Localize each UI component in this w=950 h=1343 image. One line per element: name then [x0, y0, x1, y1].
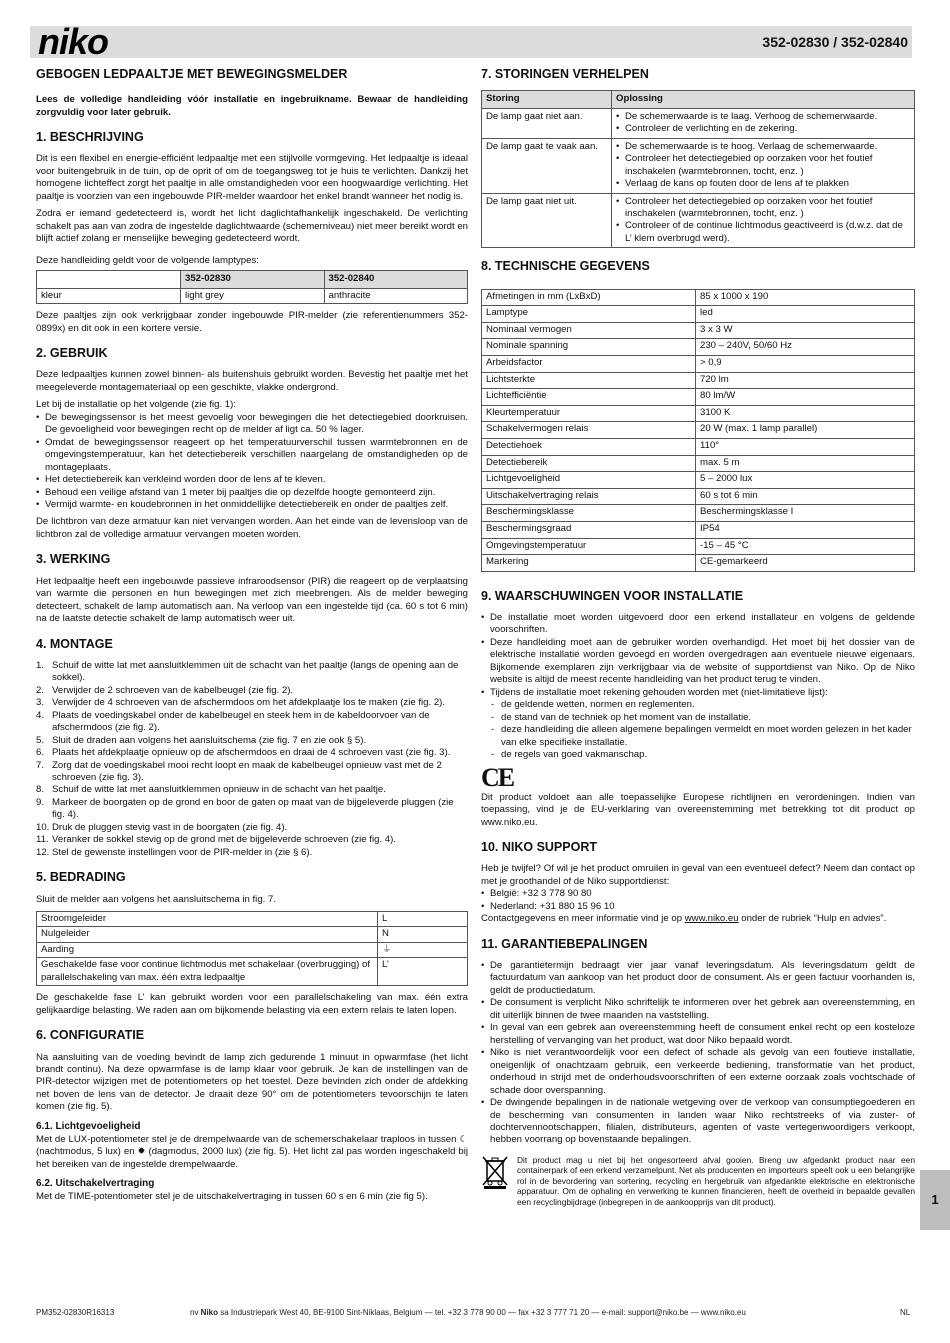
table-cell: Schakelvermogen relais [482, 422, 696, 439]
table-cell: Afmetingen in mm (LxBxD) [482, 289, 696, 306]
list-item: 11. Veranker de sokkel stevig op de grond met de bijgeleverde schroeven (zie fig. 4). [36, 834, 396, 846]
table-cell: De lamp gaat te vaak aan. [482, 138, 612, 193]
list-item: • Vermijd warmte- en koudebronnen in het onmiddellijke detectiebereik en onder de paaltjes zelf. [36, 499, 468, 511]
list-item: • Controleer of de continue lichtmodus geactiveerd is (d.w.z. dat de L’ klem overbrugd werd). [616, 220, 910, 245]
list-item: 2. Verwijder de 2 schroeven van de kabelbeugel (zie fig. 2). [36, 684, 294, 696]
list-item: • De installatie moet worden uitgevoerd door een erkend installateur en volgens de geldende voorschriften. [481, 612, 915, 637]
list-item: 3. Verwijder de 4 schroeven van de afschermdoos om het afdekplaatje los te maken (zie fig. 2). [36, 697, 446, 709]
list-item: • Verlaag de kans op fouten door de lens af te plakken [616, 178, 910, 190]
table-cell: IP54 [696, 521, 915, 538]
table-cell: L’ [378, 958, 468, 986]
table-header-cell: 352-02830 [181, 271, 325, 288]
list-item: • Behoud een veilige afstand van 1 meter bij paaltjes die op dezelfde hoogte gemonteerd zijn. [36, 487, 468, 499]
footer-language: NL [900, 1308, 911, 1317]
list-item: 7. Zorg dat de voedingskabel mooi recht loopt en maak de kabelbeugel opnieuw vast met de 2 schroeven (zie fig. 3). [36, 759, 442, 783]
table-header-cell: 352-02840 [324, 271, 468, 288]
table-cell: Nulgeleider [37, 927, 378, 942]
table-cell: anthracite [324, 288, 468, 303]
list-item: 1. Schuif de witte lat met aansluitklemmen uit de schacht van het paaltje (langs de opening aan de sokkel). [36, 659, 459, 684]
table-cell: Markering [482, 555, 696, 572]
list-item: • Nederland: +31 880 15 96 10 [481, 901, 915, 913]
table-cell: Nominaal vermogen [482, 322, 696, 339]
section-heading: 5. BEDRADING [36, 870, 126, 885]
table-cell: Uitschakelvertraging relais [482, 488, 696, 505]
list-item: - de regels van goed vakmanschap. [489, 749, 915, 761]
section-heading: 3. WERKING [36, 552, 111, 567]
table-cell [612, 108, 915, 138]
section-heading: 6. CONFIGURATIE [36, 1028, 145, 1043]
table-cell: Stroomgeleider [37, 912, 378, 927]
list-item: 8. Schuif de witte lat met aansluitklemmen opnieuw in de schacht van het paaltje. [36, 784, 386, 796]
list-item: • De garantietermijn bedraagt vier jaar vanaf leveringsdatum. Als leveringsdatum geldt de factuurdatum van aankoop van het product door de consument. Als er geen factuur voorhanden is, geldt de productiedatum. [481, 960, 915, 997]
weee-text: Dit product mag u niet bij het ongesorteerd afval gooien. Breng uw afgedankt product naar een containerpark of een erkend verzamelpunt. Net als producenten en importeurs speelt ook u een belangrijke rol in de bevordering van sortering, recycling en hergebruik van afgedankte elektrische en elektronische apparatuur. Om de ophaling en verwerking te kunnen financieren, heeft de overheid in bepaalde gevallen een recyclingbijdrage (inbegrepen in de aankoopprijs van dit product). [517, 1154, 915, 1207]
table-cell: Beschermingsklasse [482, 505, 696, 522]
list-item: 9. Markeer de boorgaten op de grond en boor de gaten op maat van de bijgeleverde pluggen (zie fig. 4). [36, 796, 454, 821]
list-item: • De schemerwaarde is te hoog. Verlaag de schemerwaarde. [616, 141, 910, 153]
table-cell: Nominale spanning [482, 339, 696, 356]
list-item: • De consument is verplicht Niko schriftelijk te informeren over het gebrek aan overeenstemming, en dit uiterlijk binnen de twee maanden na vaststelling. [481, 997, 915, 1022]
table-cell: Lamptype [482, 306, 696, 323]
table-cell: kleur [37, 288, 181, 303]
table-cell: Geschakelde fase voor continue lichtmodus met schakelaar (overbrugging) of parallelschakeling van max. één extra ledpaaltje [37, 958, 378, 986]
paragraph: De lichtbron van deze armatuur kan niet vervangen worden. Aan het einde van de levensloop van de lichtbron zal de volledige armatuur vervangen moeten worden. [36, 516, 468, 540]
montage-steps [36, 660, 468, 860]
document-number: 352-02830 / 352-02840 [762, 34, 908, 50]
table-cell [612, 193, 915, 248]
table-cell: 110° [696, 439, 915, 456]
paragraph: Deze handleiding geldt voor de volgende lamptypes: [36, 254, 259, 266]
table-cell: 5 – 2000 lux [696, 472, 915, 489]
earth-symbol: ⏚ [378, 942, 468, 957]
page-number-tab [920, 1170, 950, 1230]
table-cell: led [696, 306, 915, 323]
table-header-cell: Oplossing [612, 91, 915, 108]
list-item: - de stand van de techniek op het moment van de installatie. [489, 712, 915, 724]
paragraph: Heb je twijfel? Of wil je het product omruilen in geval van een eventueel defect? Neem dan contact op met je groothandel of de Niko supportdienst: [481, 863, 915, 887]
document-title: GEBOGEN LEDPAALTJE MET BEWEGINGSMELDER [36, 67, 348, 81]
table-cell: 3 x 3 W [696, 322, 915, 339]
paragraph: Let bij de installatie op het volgende (zie fig. 1): [36, 399, 236, 411]
list-item: • België: +32 3 778 90 80 [481, 888, 915, 900]
table-cell: Lichtefficiëntie [482, 389, 696, 406]
section-heading: 1. BESCHRIJVING [36, 130, 144, 145]
niko-logo: niko [38, 21, 109, 62]
table-cell: 720 lm [696, 372, 915, 389]
subsection-heading: 6.2. Uitschakelvertraging [36, 1178, 155, 1190]
table-cell: L [378, 912, 468, 927]
paragraph: Dit is een flexibel en energie-efficiënt ledpaaltje met een stijlvolle vormgeving. Het ledpaaltje is ideaal voor buitengebruik in de tuin, op de oprit of om de toegangsweg tot je huis te verlichten. Dankzij het homogene lichteffect zorgt het paaltje in alle omstandigheden voor een hoogwaardige verlichting. Het paaltje is voorzien van een ingebouwde PIR-melder waardoor het enkel brandt wanneer het nodig is. [36, 153, 468, 202]
table-cell: Detectiebereik [482, 455, 696, 472]
bullet-list [481, 960, 915, 1147]
list-item: • Deze handleiding moet aan de gebruiker worden overhandigd. Het moet bij het dossier van de elektrische installatie worden gevoegd en worden overgedragen aan eventuele nieuwe eigenaars. Bijkomende exemplaren zijn verkrijgbaar via de website of supportdienst van Niko. Op de Niko website is altijd de meest recente handleiding van het product terug te vinden. [481, 637, 915, 687]
table-cell: Arbeidsfactor [482, 356, 696, 373]
list-item: 10. Druk de pluggen stevig vast in de boorgaten (zie fig. 4). [36, 821, 288, 833]
list-item: • Controleer het detectiegebied op oorzaken voor het foutief inschakelen (warmtebronnen, tocht, enz. ) [616, 153, 910, 178]
section-heading: 4. MONTAGE [36, 636, 113, 651]
table-cell: N [378, 927, 468, 942]
list-item: • Controleer het detectiegebied op oorzaken voor het foutief inschakelen (warmtebronnen, tocht, enz. ) [616, 196, 910, 221]
section-heading: 10. NIKO SUPPORT [481, 840, 597, 855]
list-item: • Omdat de bewegingssensor reageert op het temperatuurverschil tussen warmtebronnen en de omgevingstemperatuur, kan het detectiebereik verschillen naargelang de omstandigheden op de montageplaats. [36, 437, 468, 474]
table-header-cell [37, 271, 181, 288]
list-item: 12. Stel de gewenste instellingen voor de PIR-melder in (zie § 6). [36, 846, 313, 858]
list-item: • Controleer de verlichting en de zekering. [616, 123, 910, 135]
table-cell: De lamp gaat niet aan. [482, 108, 612, 138]
table-cell: 60 s tot 6 min [696, 488, 915, 505]
bullet-list [481, 888, 915, 913]
section-heading: 8. TECHNISCHE GEGEVENS [481, 259, 650, 274]
table-cell: Beschermingsgraad [482, 521, 696, 538]
paragraph: De geschakelde fase L’ kan gebruikt worden voor een parallelschakeling van max. één extra gelijkaardige belasting. We raden aan om bijkomende belasting via een extern relais te laten lopen. [36, 992, 468, 1016]
list-item: - de geldende wetten, normen en reglementen. [489, 699, 915, 711]
list-item: • De dwingende bepalingen in de nationale wetgeving over de verkoop van consumptiegoederen en de bescherming van consumenten in landen waar Niko rechtstreeks of via zuster- of dochtervennootschappen, filialen, distributeurs, agenten of vaste vertegenwoordigers verkoopt, hebben voorrang op bovenstaande bepalingen. [481, 1097, 915, 1147]
table-cell: 85 x 1000 x 190 [696, 289, 915, 306]
subsection-heading: 6.1. Lichtgevoeligheid [36, 1120, 141, 1132]
paragraph: Sluit de melder aan volgens het aansluitschema in fig. 7. [36, 893, 276, 905]
lamp-types-table [36, 270, 468, 304]
paragraph: Met de LUX-potentiometer stel je de drempelwaarde van de schemerschakelaar traploos in tussen ☾ (nachtmodus, 5 lux) en ✹ (dagmodus, 2000 lux) (zie fig. 5). Het licht zal pas worden ingeschakeld bij het bereiken van de ingestelde drempelwaarde. [36, 1133, 468, 1170]
section-heading: 7. STORINGEN VERHELPEN [481, 67, 649, 81]
section-heading: 11. GARANTIEBEPALINGEN [481, 936, 648, 951]
table-cell: De lamp gaat niet uit. [482, 193, 612, 248]
table-header-cell: Storing [482, 91, 612, 108]
list-item: • De schemerwaarde is te laag. Verhoog de schemerwaarde. [616, 111, 910, 123]
crossed-out-bin-icon [481, 1155, 509, 1189]
list-item: 6. Plaats het afdekplaatje opnieuw op de afschermdoos en draai de 4 schroeven vast (zie fig. 3). [36, 747, 451, 759]
paragraph: Contactgegevens en meer informatie vind je op www.niko.eu onder de rubriek “Hulp en advies”. [481, 913, 887, 925]
niko-website-link[interactable]: www.niko.eu [684, 913, 739, 925]
list-item: • In geval van een gebrek aan overeenstemming heeft de consument enkel recht op een kosteloze herstelling of vervanging van het product, wat door Niko bepaald wordt. [481, 1022, 915, 1047]
table-cell: -15 – 45 °C [696, 538, 915, 555]
paragraph: Zodra er iemand gedetecteerd is, wordt het licht daglichtafhankelijk ingeschakeld. De verlichting schakelt pas aan van zodra de ingestelde daglichtwaarde (schemerniveau) niet meer bereikt wordt en blijft actief zolang er menselijke beweging gedetecteerd wordt. [36, 208, 468, 245]
table-cell: 230 – 240V, 50/60 Hz [696, 339, 915, 356]
table-cell: Beschermingsklasse I [696, 505, 915, 522]
intro-text: Lees de volledige handleiding vóór installatie en ingebruikname. Bewaar de handleiding zorgvuldig voor later gebruik. [36, 94, 468, 118]
paragraph: Met de TIME-potentiometer stel je de uitschakelvertraging in tussen 60 s en 6 min (zie fig 5). [36, 1191, 428, 1203]
paragraph: Deze paaltjes zijn ook verkrijgbaar zonder ingebouwde PIR-melder (zie referentienummers 352-0899x) en dit ook in een kortere versie. [36, 310, 468, 334]
table-cell: Lichtsterkte [482, 372, 696, 389]
list-item: • Tijdens de installatie moet rekening gehouden worden met (niet-limitatieve lijst): [481, 687, 915, 699]
footer-address: nv Niko sa Industriepark West 40, BE-9100 Sint-Niklaas, Belgium — tel. +32 3 778 90 00 — fax +32 3 777 71 20 — e-mail: support@niko.be — www.niko.eu [190, 1308, 746, 1317]
list-item: 5. Sluit de draden aan volgens het aansluitschema (zie fig. 7 en zie ook § 5). [36, 734, 367, 746]
list-item: 4. Plaats de voedingskabel onder de kabelbeugel en steek hem in de kabeldoorvoer van de afschermdoos (zie fig. 2). [36, 709, 430, 734]
paragraph: Dit product voldoet aan alle toepasselijke Europese richtlijnen en verordeningen. Indien van toepassing, vind je de EU-verklaring van overeenstemming met betrekking tot dit product op www.niko.eu. [481, 791, 915, 828]
table-cell: Aarding [37, 942, 378, 957]
wiring-table [36, 911, 468, 986]
table-cell: Lichtgevoeligheid [482, 472, 696, 489]
table-cell: 20 W (max. 1 lamp parallel) [696, 422, 915, 439]
list-item: - deze handleiding die alleen algemene bepalingen vermeldt en moet worden gelezen in het kader van elke specifieke installatie. [489, 724, 915, 749]
troubleshooting-table [481, 90, 915, 248]
ce-mark-icon: CE [481, 762, 514, 792]
list-item: • De bewegingssensor is het meest gevoelig voor bewegingen die het detectiegebied doorkruisen. De gevoeligheid voor bewegingen recht op de melder af ligt ca. 50 % lager. [36, 412, 468, 437]
table-cell: Detectiehoek [482, 439, 696, 456]
right-column [481, 64, 915, 1207]
table-cell: 80 lm/W [696, 389, 915, 406]
table-cell: max. 5 m [696, 455, 915, 472]
footer-doc-code: PM352-02830R16313 [36, 1308, 115, 1317]
table-cell: Kleurtemperatuur [482, 405, 696, 422]
section-heading: 2. GEBRUIK [36, 346, 108, 361]
list-item: • Niko is niet verantwoordelijk voor een defect of schade als gevolg van een foutieve installatie, oneigenlijk of onachtzaam gebruik, een verkeerde bediening, transformatie van het product, onderhoud in strijd met de onderhoudsvoorschriften of een externe oorzaak zoals vochtschade of schade door overspanning. [481, 1047, 915, 1097]
list-item: • Het detectiebereik kan verkleind worden door de lens af te kleven. [36, 474, 468, 486]
table-cell: > 0,9 [696, 356, 915, 373]
table-cell [612, 138, 915, 193]
left-column [36, 64, 468, 1209]
paragraph: Het ledpaaltje heeft een ingebouwde passieve infraroodsensor (PIR) die reageert op de verplaatsing van warmte die personen en hun bewegingen met zich meebrengen. Als de melder beweging detecteert, schakelt de lamp automatisch aan. Na verloop van een ingestelde tijd (ca. 60 s tot 6 min) na de laatste detectie schakelt de lamp automatisch weer uit. [36, 575, 468, 625]
table-cell: 3100 K [696, 405, 915, 422]
page-number: 1 [931, 1192, 939, 1207]
bullet-list [36, 412, 468, 512]
weee-notice [481, 1155, 915, 1208]
paragraph: Na aansluiting van de voeding bevindt de lamp zich gedurende 1 minuut in opwarmfase (het licht brandt continu). Na deze opwarmfase is de lamp klaar voor gebruik. Je kan de instellingen van de PIR-detector wijzigen met de potentiometers op het toestel. Deze bevinden zich onder de afdekking net boven de lens van de detector. Je draait deze 90° om de potentiometers tevoorschijn te laten komen (zie fig. 5). [36, 1051, 468, 1113]
bullet-list [481, 612, 915, 699]
table-cell: Omgevingstemperatuur [482, 538, 696, 555]
technical-data-table [481, 289, 915, 572]
table-cell: CE-gemarkeerd [696, 555, 915, 572]
section-heading: 9. WAARSCHUWINGEN VOOR INSTALLATIE [481, 588, 744, 603]
paragraph: Deze ledpaaltjes kunnen zowel binnen- als buitenshuis gebruikt worden. Bevestig het paaltje met het meegeleverde montagemateriaal op een geschikte, vlakke ondergrond. [36, 369, 468, 393]
dash-list [489, 699, 915, 761]
table-cell: light grey [181, 288, 325, 303]
